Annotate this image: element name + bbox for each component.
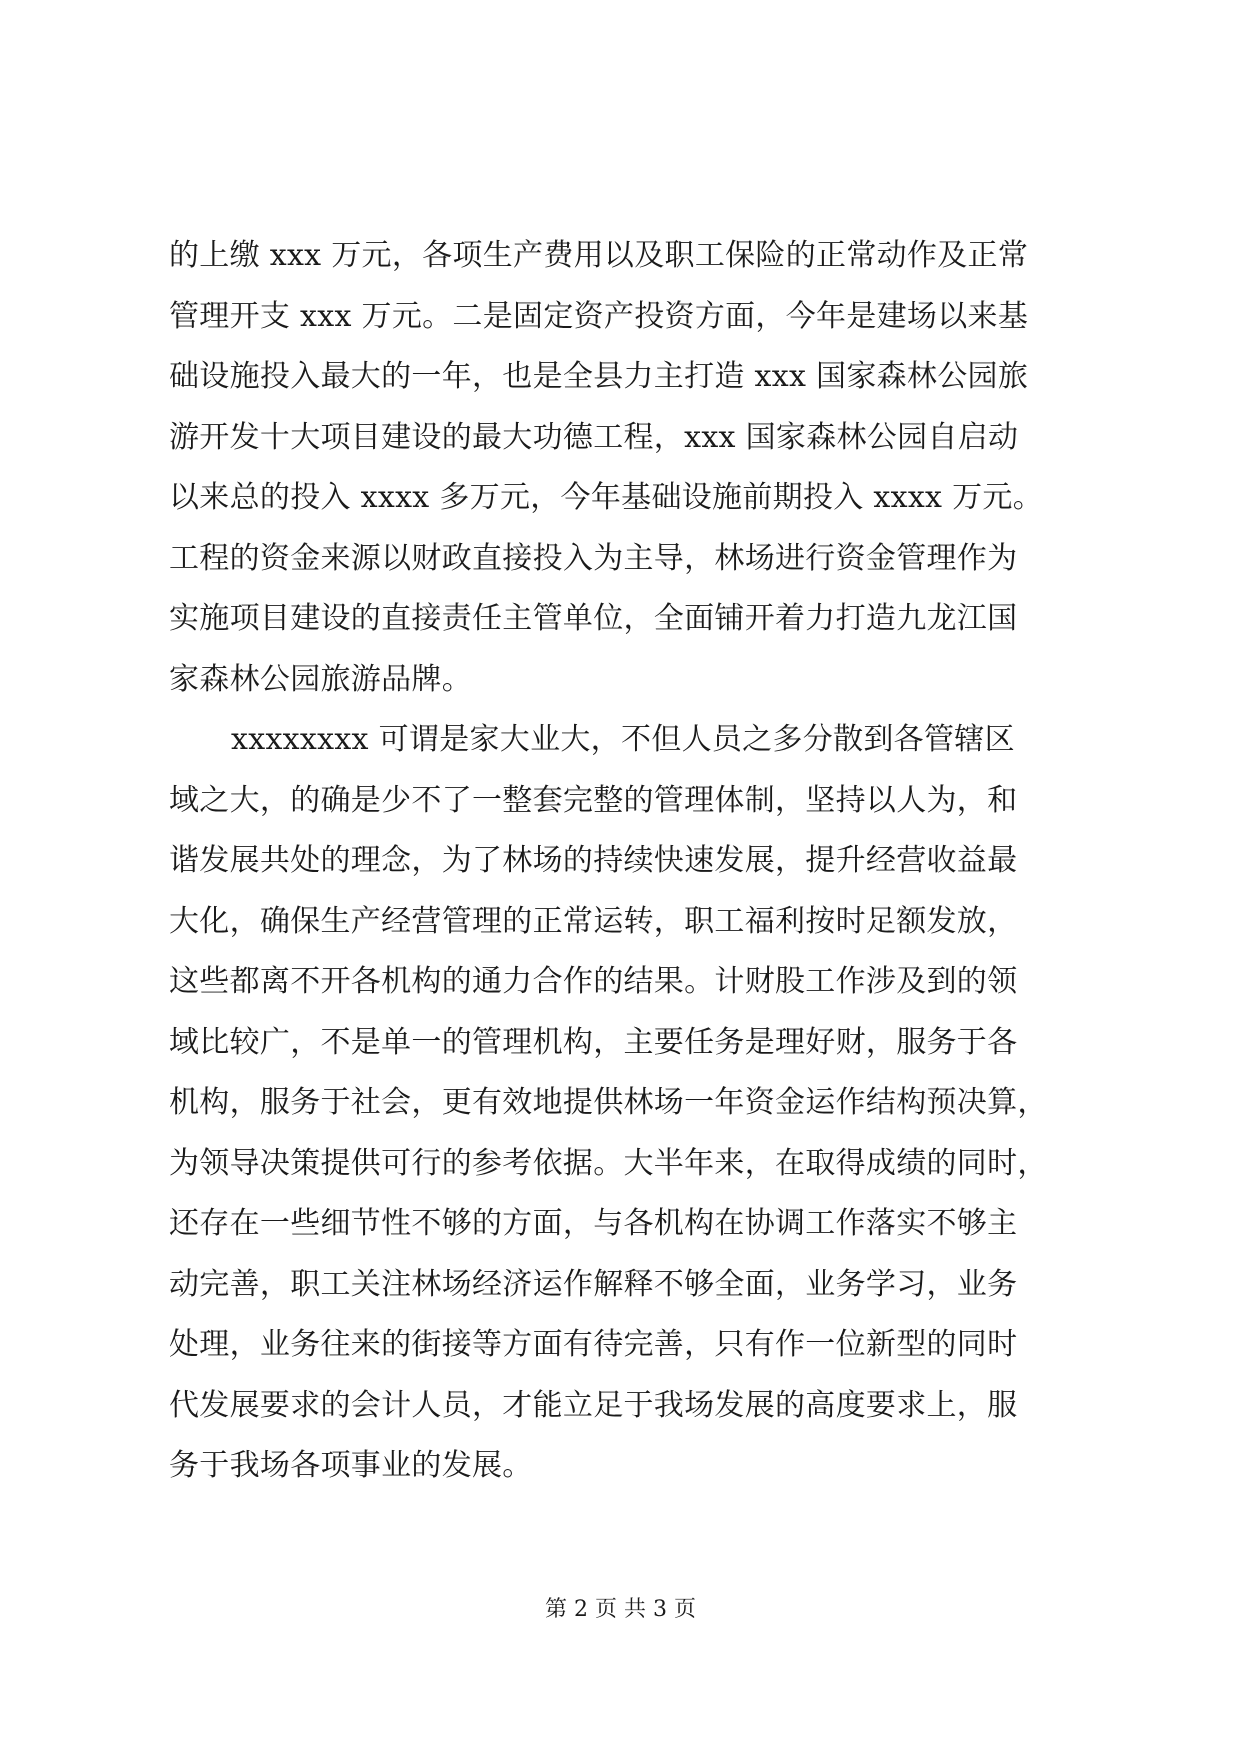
text-line: 机构，服务于社会，更有效地提供林场一年资金运作结构预决算， (169, 1085, 1048, 1120)
text-line-indented: xxxxxxxx 可谓是家大业大，不但人员之多分散到各管辖区 (231, 722, 1015, 757)
paragraph-1 (169, 226, 1073, 710)
text-line: 动完善，职工关注林场经济运作解释不够全面，业务学习，业务 (169, 1266, 1018, 1302)
text-line: 谐发展共处的理念，为了林场的持续快速发展，提升经营收益最 (169, 843, 1018, 878)
text-line: 大化，确保生产经营管理的正常运转，职工福利按时足额发放， (169, 903, 1018, 939)
text-line: 域之大，的确是少不了一整套完整的管理体制，坚持以人为，和 (169, 782, 1018, 818)
text-line: 游开发十大项目建设的最大功德工程，xxx 国家森林公园自启动 (169, 419, 1019, 455)
text-line: 以来总的投入 xxxx 多万元，今年基础设施前期投入 xxxx 万元。 (169, 480, 1043, 515)
text-line: 还存在一些细节性不够的方面，与各机构在协调工作落实不够主 (169, 1206, 1018, 1241)
document-body (169, 226, 1073, 1497)
text-line: 工程的资金来源以财政直接投入为主导，林场进行资金管理作为 (169, 540, 1018, 576)
text-line: 家森林公园旅游品牌。 (169, 661, 472, 697)
page-number-footer: 第 2 页 共 3 页 (545, 1597, 696, 1622)
paragraph-2 (169, 710, 1073, 1497)
text-line: 为领导决策提供可行的参考依据。大半年来，在取得成绩的同时， (169, 1145, 1048, 1181)
text-line: 处理，业务往来的街接等方面有待完善，只有作一位新型的同时 (169, 1327, 1018, 1362)
text-line: 的上缴 xxx 万元，各项生产费用以及职工保险的正常动作及正常 (169, 238, 1029, 273)
text-line: 实施项目建设的直接责任主管单位，全面铺开着力打造九龙江国 (169, 601, 1018, 636)
text-line: 域比较广，不是单一的管理机构，主要任务是理好财，服务于各 (169, 1024, 1018, 1060)
text-line: 础设施投入最大的一年，也是全县力主打造 xxx 国家森林公园旅 (169, 359, 1029, 394)
text-line: 代发展要求的会计人员，才能立足于我场发展的高度要求上，服 (169, 1387, 1018, 1423)
text-line: 这些都离不开各机构的通力合作的结果。计财股工作涉及到的领 (169, 964, 1018, 999)
text-line: 管理开支 xxx 万元。二是固定资产投资方面，今年是建场以来基 (169, 298, 1029, 334)
text-line: 务于我场各项事业的发展。 (169, 1448, 533, 1483)
